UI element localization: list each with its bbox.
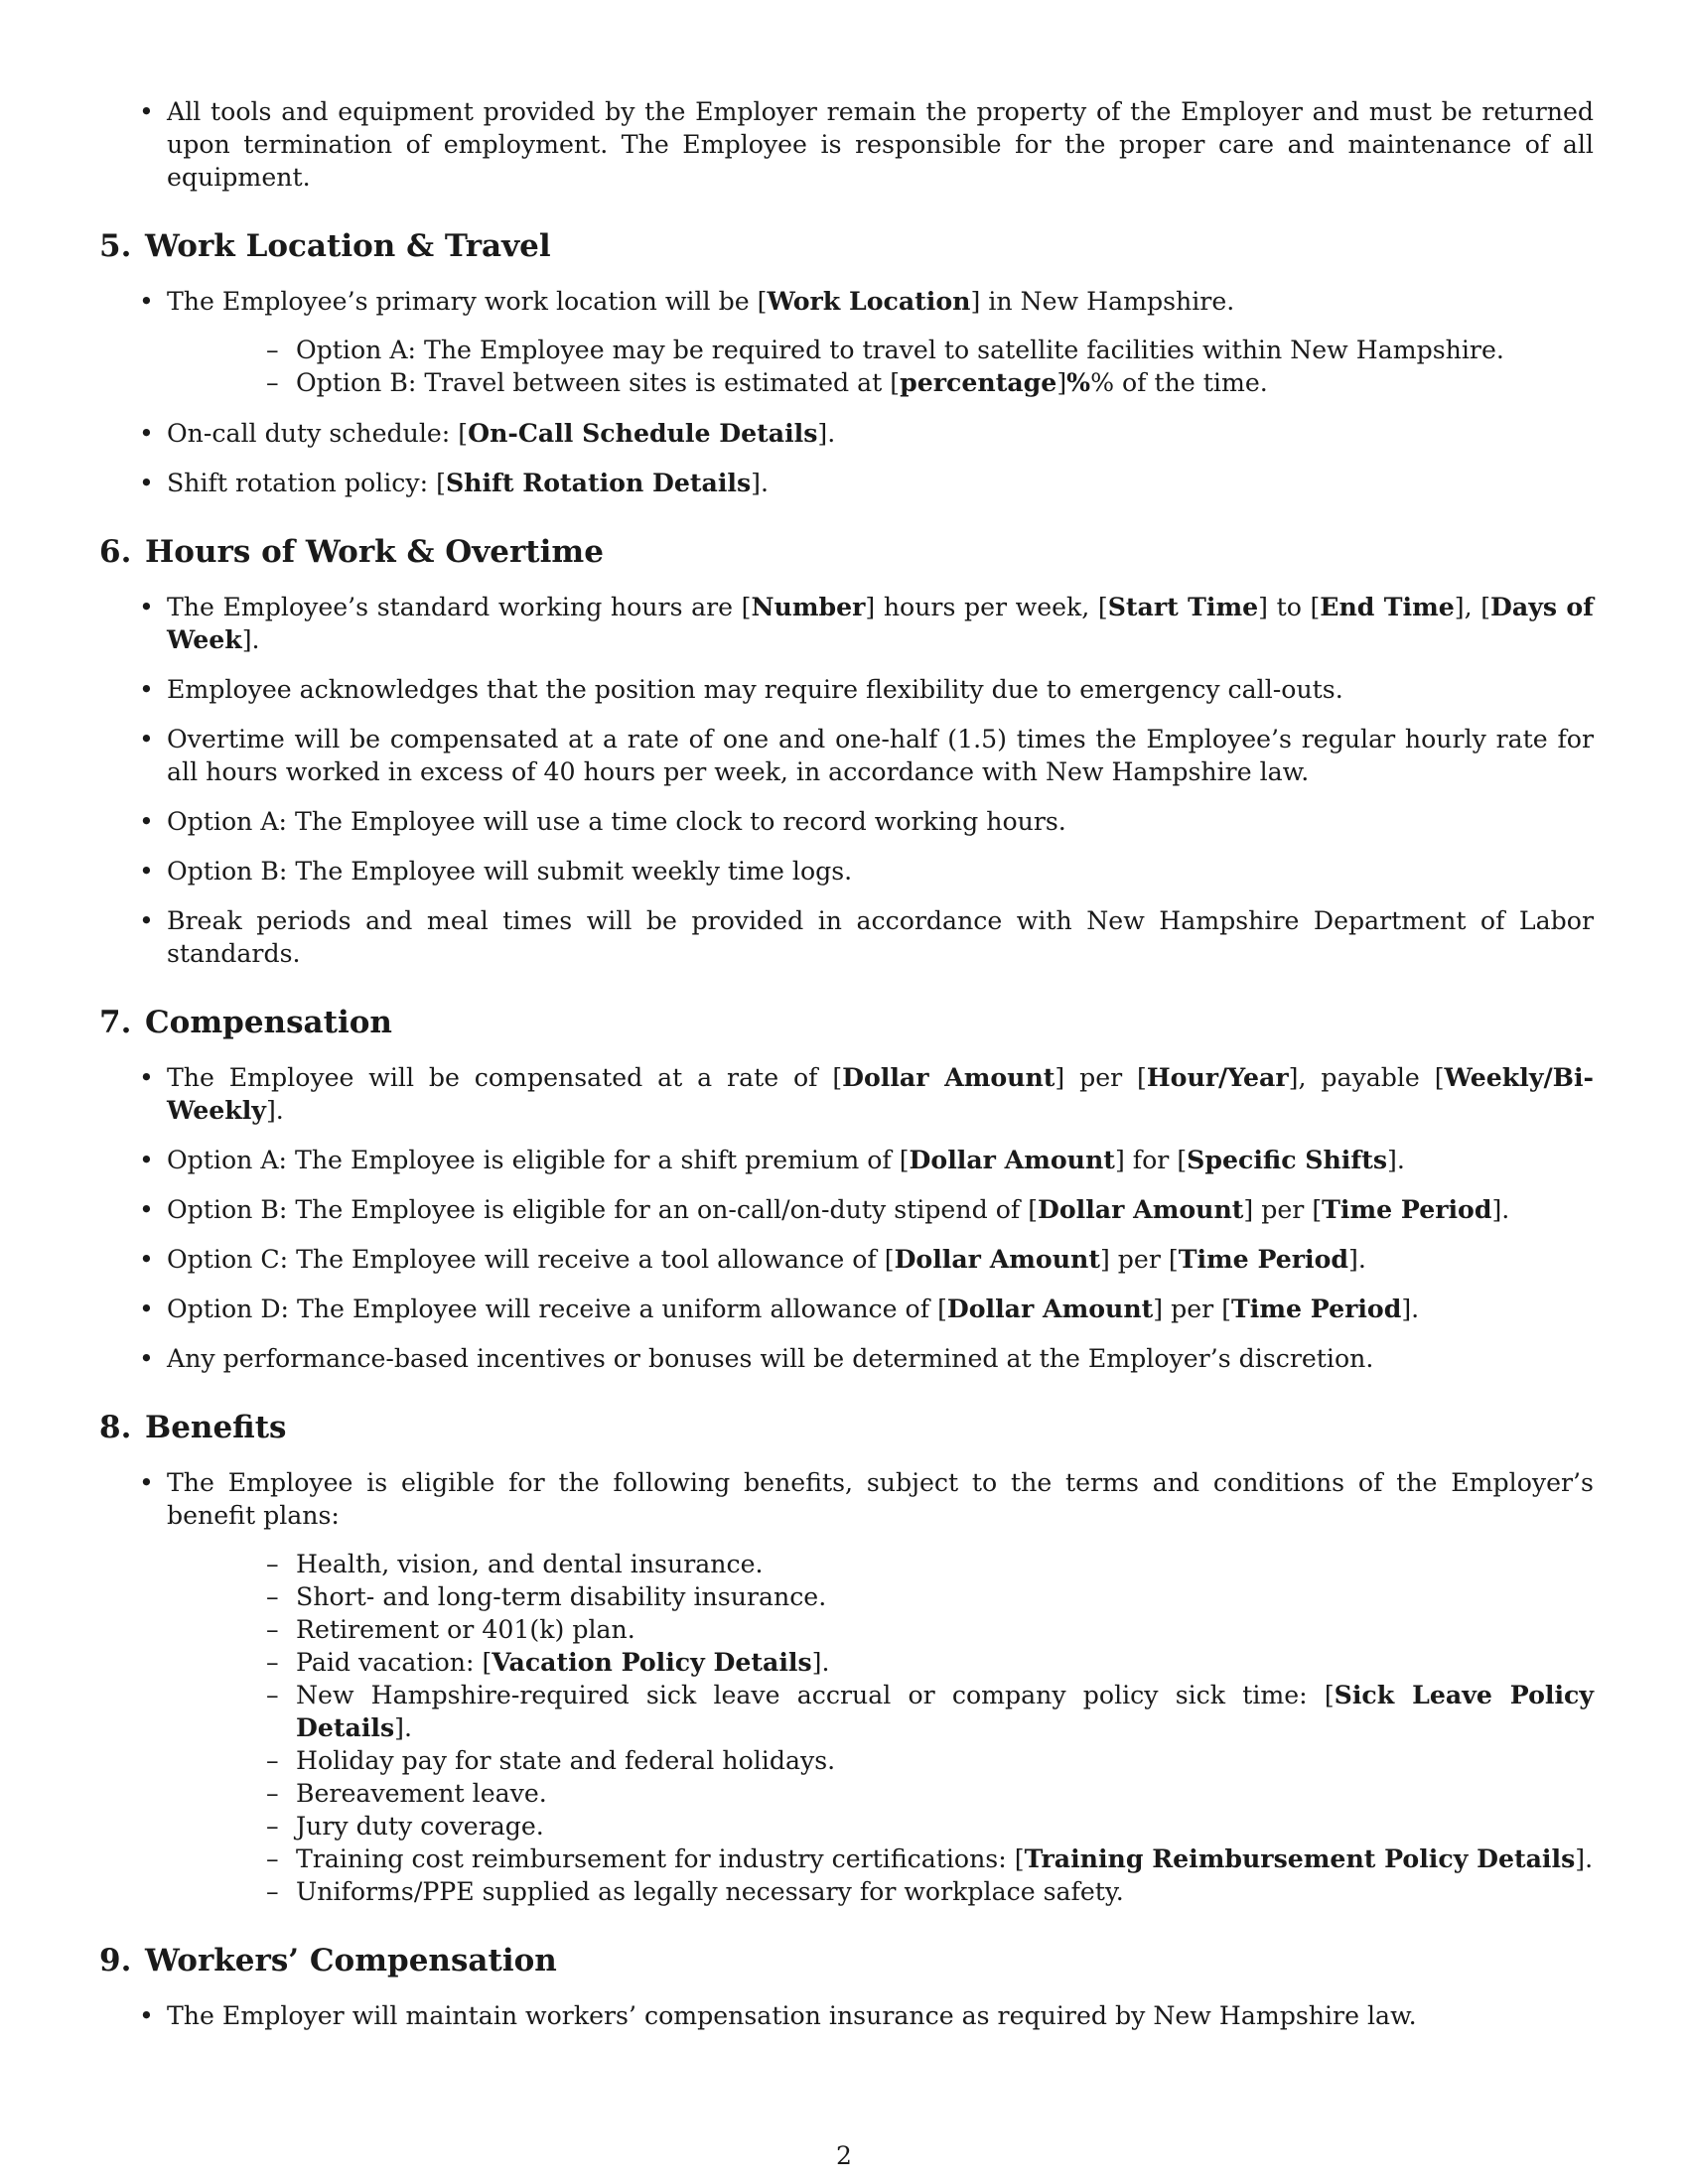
list-item-text: per [1163, 1295, 1222, 1323]
sub-list-item-text: Bereavement leave. [296, 1779, 547, 1808]
sub-list-item [167, 1613, 1594, 1646]
bullet-icon: • [139, 1295, 154, 1323]
sub-list-item [167, 1777, 1594, 1810]
sub-list-item-text: Health, vision, and dental insurance. [296, 1550, 764, 1578]
list-item-text: The Employee’s standard working hours are [167, 593, 742, 621]
list-item-text: All tools and equipment provided by the Employer remain the property of the Employer and must be returned upon termination of employment. The Employee is responsible for the proper care and maintenance of all equipment. [167, 97, 1594, 192]
section-number: 8. [99, 1410, 132, 1445]
sub-list-item-text: Paid vacation: [296, 1648, 483, 1677]
list-item-text: Option C: The Employee will receive a tool allowance of [167, 1245, 885, 1274]
dash-icon: – [266, 1550, 279, 1578]
bullet-icon: • [139, 857, 154, 886]
dash-icon: – [266, 1648, 279, 1677]
placeholder-field: Training Reimbursement Policy Details [1024, 1843, 1576, 1873]
section-heading-work-location [99, 227, 1594, 265]
sub-list-item-text: Uniforms/PPE supplied as legally necessary for workplace safety. [296, 1877, 1124, 1906]
list-item: • Option C: The Employee will receive a tool allowance of [Dollar Amount] per [Time Period]. [139, 1244, 1366, 1274]
list-item [99, 723, 1594, 788]
list-item [99, 95, 1594, 194]
placeholder-field: percentage [900, 367, 1057, 397]
list-item [99, 673, 1594, 706]
list-item-text: Option D: The Employee will receive a uniform allowance of [167, 1295, 938, 1323]
list-item-text: The Employee will be compensated at a rate of [167, 1063, 833, 1092]
placeholder-field: Time Period [1178, 1244, 1349, 1274]
list-item [99, 1999, 1594, 2032]
sub-list-item [167, 1548, 1594, 1580]
placeholder-field: End Time [1320, 592, 1455, 621]
list-item-text: Option A: The Employee is eligible for a shift premium of [167, 1146, 900, 1174]
list-item-text: Any performance-based incentives or bonuses will be determined at the Employer’s discretion. [167, 1344, 1374, 1373]
list-item-text: per [1064, 1063, 1138, 1092]
placeholder-field: Dollar Amount [1038, 1194, 1244, 1224]
sub-list-item-text: % of the time. [1090, 368, 1268, 397]
list-item: • Option A: The Employee is eligible for a shift premium of [Dollar Amount] for [Specific Shifts]. [139, 1145, 1405, 1174]
sub-list [167, 334, 1594, 399]
sub-list-item: – Option B: Travel between sites is estimated at [percentage]%% of the time. [266, 367, 1268, 397]
placeholder-field: Vacation Policy Details [492, 1647, 812, 1677]
list-item: • Shift rotation policy: [Shift Rotation Details]. [139, 468, 770, 497]
sub-list-item: – Paid vacation: [Vacation Policy Details]. [266, 1647, 830, 1677]
list-item-text: for [1124, 1146, 1178, 1174]
section-title: Compensation [145, 1005, 392, 1040]
section-number: 9. [99, 1943, 132, 1979]
sub-list-item [167, 1810, 1594, 1843]
dash-icon: – [266, 1877, 279, 1906]
list-item [99, 805, 1594, 838]
list-item: • On-call duty schedule: [On-Call Schedule Details]. [139, 418, 836, 448]
list-item: • Option D: The Employee will receive a uniform allowance of [Dollar Amount] per [Time Period]. [139, 1294, 1420, 1323]
list-item: • The Employee will be compensated at a rate of [Dollar Amount] per [Hour/Year], payable [Weekly/Bi-Weekly]. [139, 1062, 1594, 1125]
document-page [99, 95, 1594, 2049]
placeholder-field: Start Time [1107, 592, 1259, 621]
section-title: Benefits [145, 1410, 287, 1445]
bullet-icon: • [139, 1146, 154, 1174]
list-item-text: On-call duty schedule: [167, 419, 459, 448]
bullet-icon: • [139, 807, 154, 836]
bullet-icon: • [139, 725, 154, 753]
placeholder-field: Shift Rotation Details [445, 468, 752, 497]
section-title: Workers’ Compensation [145, 1943, 557, 1979]
section-heading-benefits [99, 1409, 1594, 1446]
dash-icon: – [266, 1615, 279, 1644]
placeholder-field: Time Period [1231, 1294, 1402, 1323]
sub-list-item [167, 334, 1594, 366]
dash-icon: – [266, 1779, 279, 1808]
bullet-icon: • [139, 1195, 154, 1224]
list-item-text: hours per week, [875, 593, 1098, 621]
dash-icon: – [266, 1844, 279, 1873]
list-item-text: Option A: The Employee will use a time clock to record working hours. [167, 807, 1066, 836]
sub-list-item-text: Retirement or 401(k) plan. [296, 1615, 635, 1644]
list-item-text: per [1253, 1195, 1313, 1224]
placeholder-field: On-Call Schedule Details [468, 418, 818, 448]
section-number: 5. [99, 228, 132, 264]
list-item: • The Employee’s primary work location will be [Work Location] in New Hampshire. – Option A: The Employee may be required to travel to satellite facilities within New Hampshire. – Option B: Travel between sites is estimated at [percentage]%% of the time. [99, 285, 1594, 399]
sub-list-item-text: Short- and long-term disability insurance. [296, 1582, 827, 1611]
placeholder-field: Work Location [767, 286, 971, 316]
sub-list-item: – New Hampshire-required sick leave accrual or company policy sick time: [Sick Leave Policy Details]. [266, 1680, 1594, 1742]
placeholder-field: Dollar Amount [842, 1062, 1055, 1092]
sub-list-item-text: Jury duty coverage. [296, 1812, 544, 1841]
bullet-icon: • [139, 1468, 154, 1497]
placeholder-field: Days of Week [167, 592, 1595, 654]
sub-list-item-text: Training cost reimbursement for industry certifications: [296, 1844, 1015, 1873]
section-7-list [99, 1061, 1594, 1375]
dash-icon: – [266, 1582, 279, 1611]
list-item [99, 855, 1594, 887]
list-item-text: The Employer will maintain workers’ compensation insurance as required by New Hampshire law. [167, 2001, 1417, 2030]
list-item-text: Shift rotation policy: [167, 469, 437, 497]
sub-list-item-text: Option B: Travel between sites is estimated at [296, 368, 891, 397]
dash-icon: – [266, 1681, 279, 1709]
bullet-icon: • [139, 906, 154, 935]
list-item-text: The Employee is eligible for the following benefits, subject to the terms and conditions of the Employer’s benefit plans: [167, 1468, 1594, 1530]
bullet-icon: • [139, 593, 154, 621]
list-item: • The Employee’s standard working hours are [Number] hours per week, [Start Time] to [End Time], [Days of Week]. [139, 592, 1595, 654]
list-item-text: Overtime will be compensated at a rate of one and one-half (1.5) times the Employee’s regular hourly rate for all hours worked in excess of 40 hours per week, in accordance with New Hampshire law. [167, 725, 1594, 786]
bullet-icon: • [139, 287, 154, 316]
bullet-icon: • [139, 419, 154, 448]
bullet-icon: • [139, 97, 154, 126]
section-number: 7. [99, 1005, 132, 1040]
section-heading-workers-compensation [99, 1942, 1594, 1979]
section-8-list [99, 1466, 1594, 1908]
list-item: • Option B: The Employee is eligible for an on-call/on-duty stipend of [Dollar Amount] per [Time Period]. [139, 1194, 1510, 1224]
placeholder-field: Sick Leave Policy Details [296, 1680, 1594, 1742]
list-item [99, 1342, 1594, 1375]
placeholder-field: Hour/Year [1146, 1062, 1289, 1092]
bullet-icon: • [139, 2001, 154, 2030]
placeholder-field: Number [751, 592, 866, 621]
list-item-text: Employee acknowledges that the position may require flexibility due to emergency call-outs. [167, 675, 1343, 704]
sub-list-item-text: Option A: The Employee may be required to travel to satellite facilities within New Hampshire. [296, 336, 1504, 364]
list-item-text: per [1109, 1245, 1169, 1274]
bullet-icon: • [139, 1344, 154, 1373]
placeholder-field: Weekly/Bi-Weekly [167, 1062, 1594, 1125]
sub-list-item: – Training cost reimbursement for industry certifications: [Training Reimbursement Policy Details]. [266, 1843, 1594, 1873]
section-title: Hours of Work & Overtime [145, 534, 604, 570]
sub-list [167, 1548, 1594, 1908]
bullet-icon: • [139, 675, 154, 704]
placeholder-field: Dollar Amount [946, 1294, 1154, 1323]
sub-list-item [167, 1875, 1594, 1908]
list-item-text: The Employee’s primary work location will be [167, 287, 758, 316]
sub-list-item-text: Holiday pay for state and federal holidays. [296, 1746, 836, 1775]
list-item [99, 904, 1594, 970]
section-title: Work Location & Travel [145, 228, 551, 264]
bullet-icon: • [139, 469, 154, 497]
placeholder-field: Dollar Amount [894, 1244, 1100, 1274]
intro-list [99, 95, 1594, 194]
page-number: 2 [836, 2141, 852, 2170]
sub-list-item-text: New Hampshire-required sick leave accrual or company policy sick time: [296, 1681, 1325, 1709]
dash-icon: – [266, 336, 279, 364]
bullet-icon: • [139, 1245, 154, 1274]
list-item-text: to [1267, 593, 1311, 621]
placeholder-field: Dollar Amount [909, 1145, 1115, 1174]
dash-icon: – [266, 1812, 279, 1841]
section-5-list [99, 285, 1594, 499]
placeholder-field: Specific Shifts [1187, 1145, 1388, 1174]
sub-list-item [167, 1580, 1594, 1613]
dash-icon: – [266, 1746, 279, 1775]
list-item-text: Break periods and meal times will be provided in accordance with New Hampshire Department of Labor standards. [167, 906, 1594, 968]
section-heading-compensation [99, 1004, 1594, 1041]
list-item-text: in New Hampshire. [980, 287, 1235, 316]
list-item-text: , [1464, 593, 1481, 621]
section-6-list [99, 591, 1594, 970]
section-heading-hours-of-work [99, 533, 1594, 571]
sub-list-item [167, 1744, 1594, 1777]
placeholder-field: Time Period [1322, 1194, 1492, 1224]
list-item-text: , payable [1298, 1063, 1435, 1092]
dash-icon: – [266, 368, 279, 397]
list-item-text: Option B: The Employee is eligible for an on-call/on-duty stipend of [167, 1195, 1029, 1224]
section-number: 6. [99, 534, 132, 570]
bullet-icon: • [139, 1063, 154, 1092]
section-9-list [99, 1999, 1594, 2032]
list-item [99, 1466, 1594, 1908]
list-item-text: Option B: The Employee will submit weekly time logs. [167, 857, 853, 886]
